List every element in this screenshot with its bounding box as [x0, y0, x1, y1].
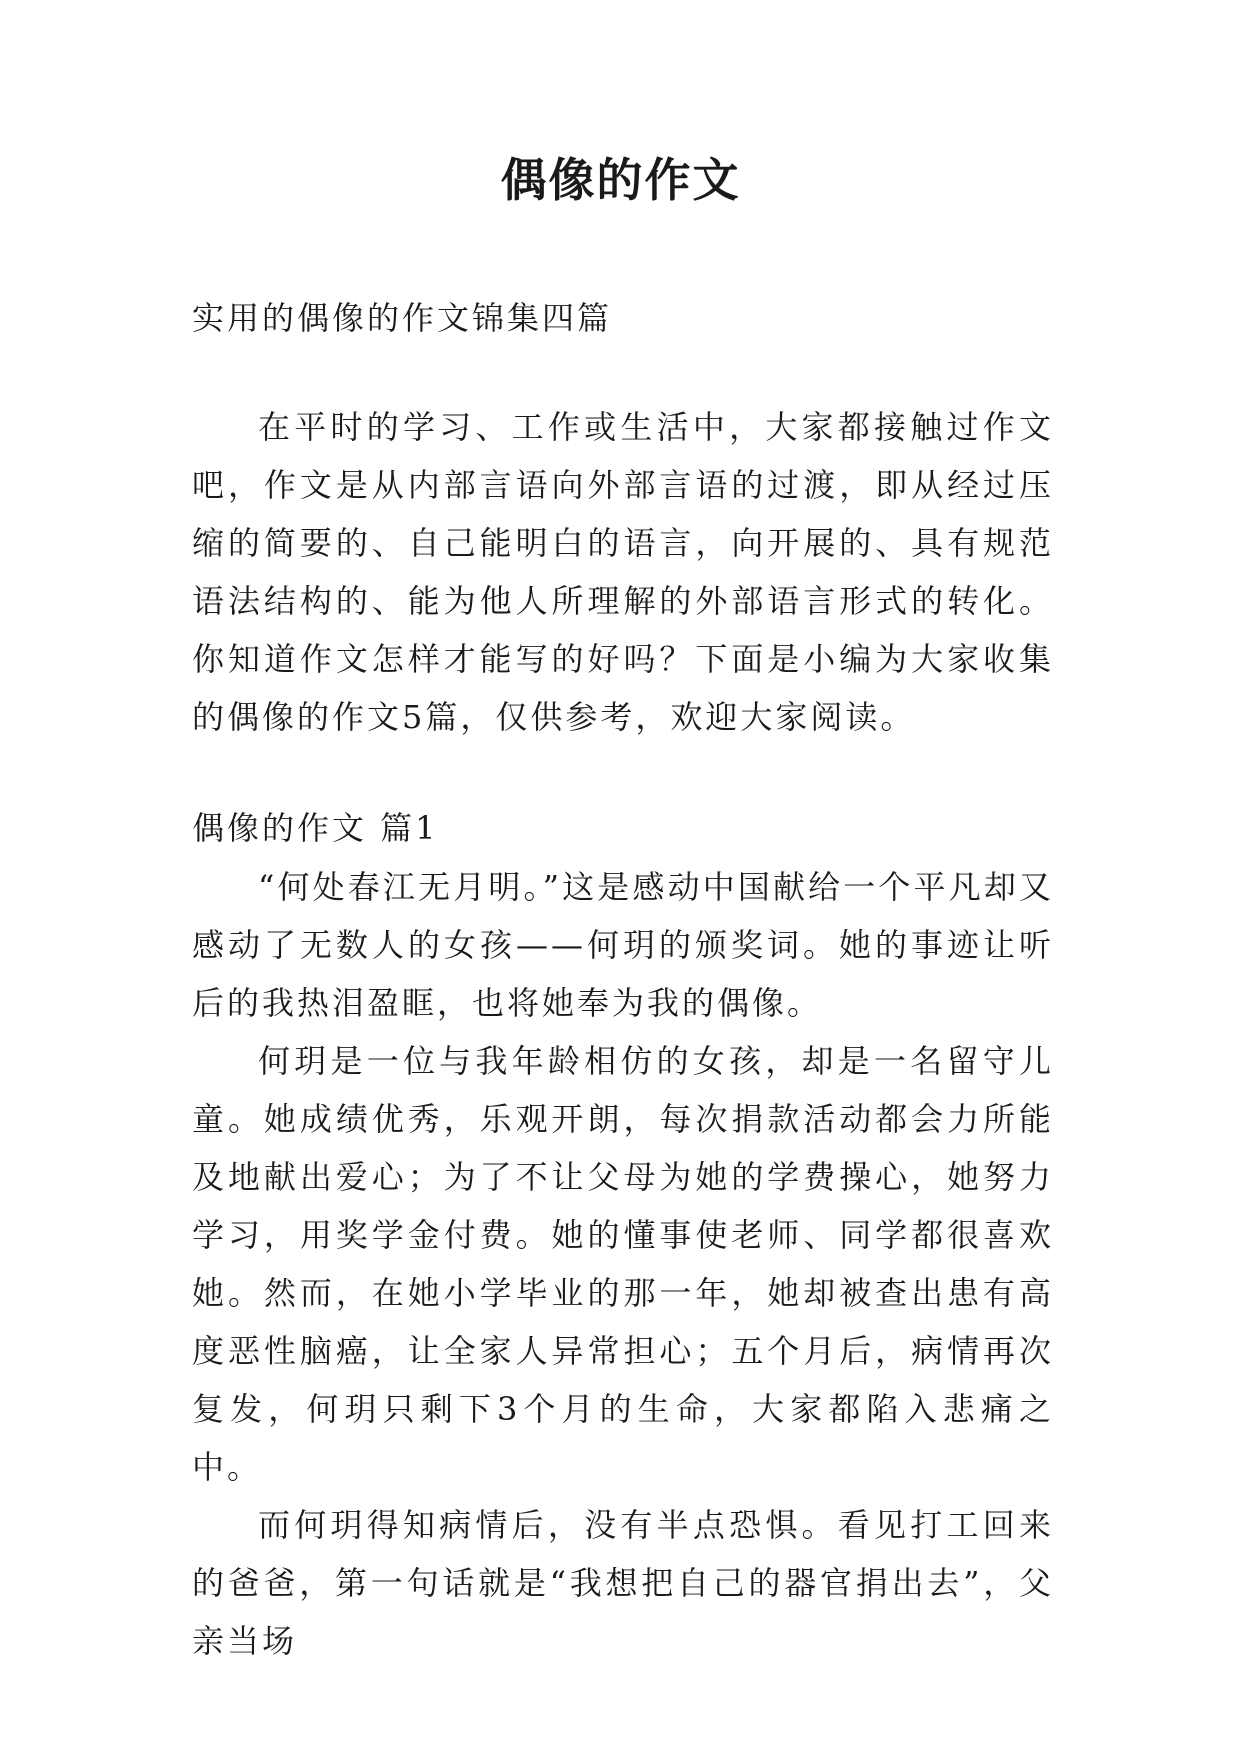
essay-paragraph: 何玥是一位与我年龄相仿的女孩，却是一名留守儿童。她成绩优秀，乐观开朗，每次捐款活动都会力所能及地献出爱心；为了不让父母为她的学费操心，她努力学习，用奖学金付费。她的懂事使老师、同学都很喜欢她。然而，在她小学毕业的那一年，她却被查出患有高度恶性脑癌，让全家人异常担心；五个月后，病情再次复发，何玥只剩下3个月的生命，大家都陷入悲痛之中。 [192, 1042, 1054, 1486]
document-title: 偶像的作文 [500, 153, 741, 207]
essay-paragraph: “何处春江无月明。”这是感动中国献给一个平凡却又感动了无数人的女孩——何玥的颁奖词。她的事迹让听后的我热泪盈眶，也将她奉为我的偶像。 [192, 868, 1054, 1022]
intro-paragraph: 在平时的学习、工作或生活中，大家都接触过作文吧，作文是从内部言语向外部言语的过渡，即从经过压缩的简要的、自己能明白的语言，向开展的、具有规范语法结构的、能为他人所理解的外部语言形式的转化。你知道作文怎样才能写的好吗？下面是小编为大家收集的偶像的作文5篇，仅供参考，欢迎大家阅读。 [192, 408, 1054, 736]
document-subtitle: 实用的偶像的作文锦集四篇 [192, 299, 613, 337]
essay-paragraph: 而何玥得知病情后，没有半点恐惧。看见打工回来的爸爸，第一句话就是“我想把自己的器官捐出去”，父亲当场 [192, 1506, 1054, 1660]
document-body [192, 288, 1054, 1670]
section-heading: 偶像的作文 篇1 [192, 809, 439, 847]
